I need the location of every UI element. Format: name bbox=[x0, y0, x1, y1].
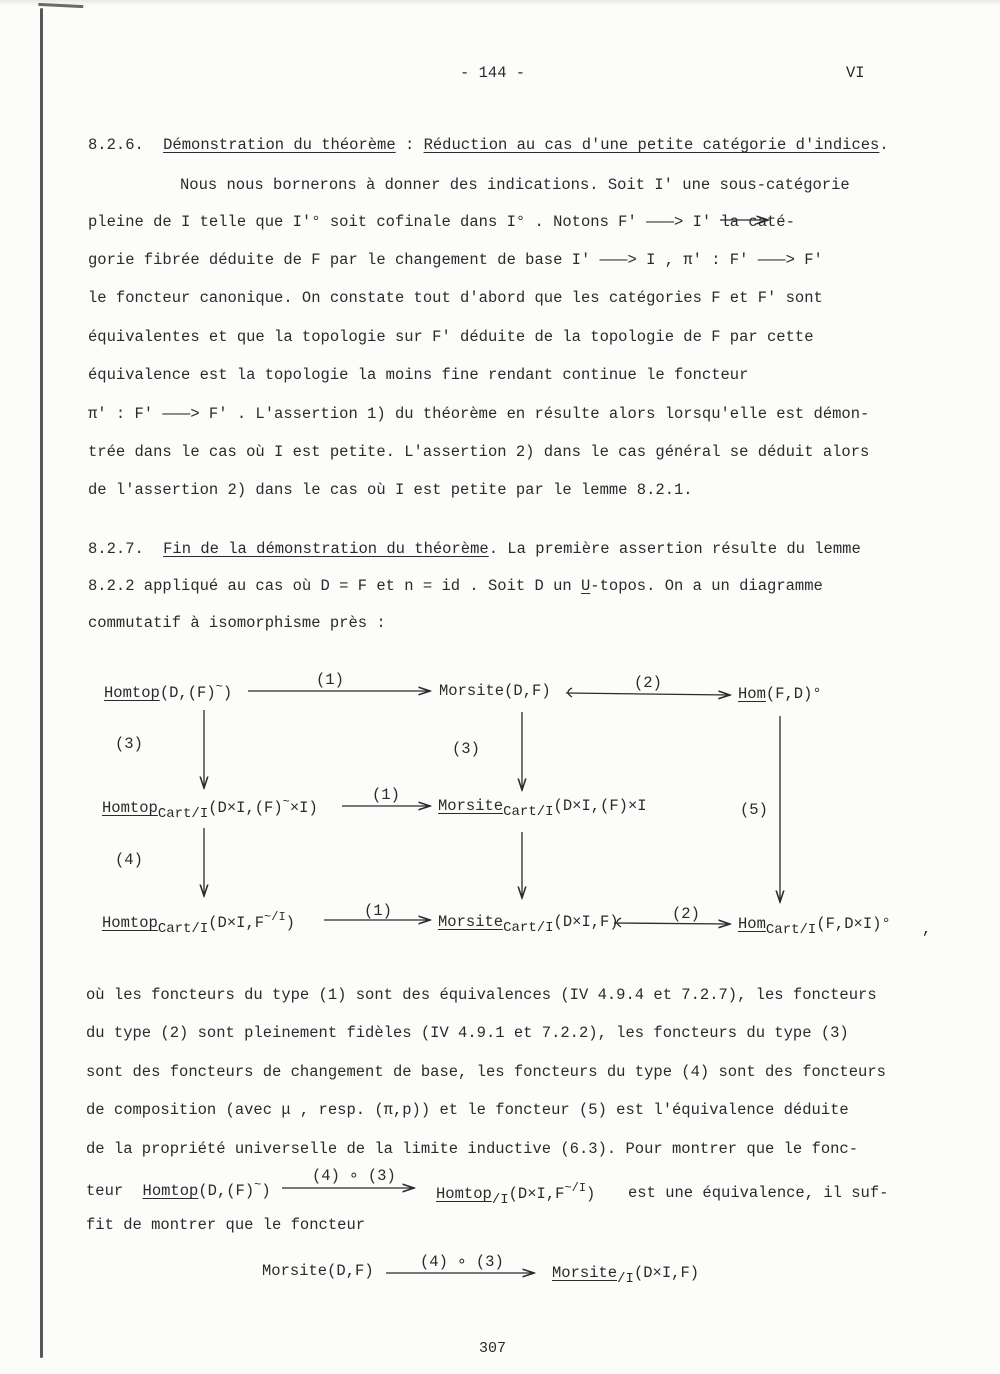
subscript: Cart/I bbox=[157, 806, 209, 822]
paragraph-line: le foncteur canonique. On constate tout d'abord que les catégories F et F' sont bbox=[88, 289, 823, 307]
functor-name: Homtop bbox=[436, 1185, 492, 1203]
functor-name: Homtop bbox=[142, 1182, 199, 1200]
tilde-sup: ~ bbox=[282, 795, 290, 809]
paragraph-line: commutatif à isomorphisme près : bbox=[88, 614, 386, 632]
folio-number: 307 bbox=[479, 1340, 507, 1357]
text-span: -topos. On a un diagramme bbox=[590, 577, 823, 595]
paren-close: ) bbox=[285, 914, 295, 932]
arrow-label-1: (1) bbox=[316, 671, 344, 689]
universe-symbol: U bbox=[580, 577, 591, 595]
final-formula-source: Morsite(D,F) bbox=[262, 1262, 374, 1280]
functor-args: (D×I,F bbox=[208, 914, 265, 932]
paragraph-line: fit de montrer que le foncteur bbox=[86, 1216, 366, 1234]
section-title: Fin de la démonstration du théorème bbox=[163, 540, 489, 558]
tilde-sup: ~/I bbox=[564, 1181, 587, 1195]
paragraph-line: de composition (avec μ , resp. (π,p)) et le foncteur (5) est l'équivalence déduite bbox=[86, 1101, 849, 1119]
node-morsite: Morsite(D,F) bbox=[439, 682, 551, 700]
functor-args: (D×I,F) bbox=[553, 913, 619, 931]
tilde-sup: ~/I bbox=[264, 910, 286, 924]
functor-args: (D×I,(F) bbox=[208, 799, 283, 817]
functor-args: (D×I,F bbox=[508, 1185, 565, 1203]
tilde-sup: ~ bbox=[254, 1178, 262, 1192]
paragraph-line: Nous nous bornerons à donner des indications. Soit I' une sous-catégorie bbox=[180, 176, 850, 194]
functor-args: (F,D)° bbox=[765, 685, 822, 703]
arrow-label-5: (5) bbox=[740, 801, 768, 819]
subscript: Cart/I bbox=[503, 804, 554, 820]
arrow-label-1: (1) bbox=[364, 902, 392, 920]
section-subtitle: Réduction au cas d'une petite catégorie d'indices bbox=[423, 136, 880, 154]
functor-args: (D×I,(F)×I bbox=[553, 797, 647, 815]
subscript: Cart/I bbox=[503, 920, 554, 936]
section-title: Démonstration du théorème bbox=[163, 136, 396, 154]
functor-name: Morsite bbox=[552, 1264, 618, 1282]
functor-name: Morsite bbox=[438, 797, 504, 815]
paragraph-line: sont des foncteurs de changement de base, les foncteurs du type (4) sont des foncteurs bbox=[86, 1063, 886, 1081]
functor-name: Homtop bbox=[102, 914, 158, 932]
paren-close: ) bbox=[586, 1185, 596, 1203]
section-colon: : bbox=[395, 136, 424, 154]
paren-close: ) bbox=[222, 684, 233, 702]
text-span: 8.2.2 appliqué au cas où D = F et n = id . Soit D un bbox=[88, 577, 581, 595]
subscript: /I bbox=[617, 1271, 634, 1287]
paragraph-line: de la propriété universelle de la limite inductive (6.3). Pour montrer que le fonc- bbox=[86, 1140, 859, 1158]
paren-close: ) bbox=[261, 1182, 271, 1200]
section-line-rest: . La première assertion résulte du lemme bbox=[488, 540, 861, 558]
subscript: /I bbox=[491, 1192, 509, 1208]
section-number: 8.2.7. bbox=[88, 540, 144, 558]
arrow-label-1: (1) bbox=[372, 786, 400, 804]
section-number: 8.2.6. bbox=[88, 136, 144, 154]
arrow-label-4: (4) bbox=[115, 851, 143, 869]
arrow-label-3: (3) bbox=[115, 735, 143, 753]
text-span: teur bbox=[86, 1182, 124, 1200]
subscript: Cart/I bbox=[157, 921, 209, 937]
paragraph-line: pleine de I telle que I'° soit cofinale dans I° . Notons F' ———> I' la caté- bbox=[88, 213, 795, 231]
functor-name: Hom bbox=[738, 915, 766, 933]
paragraph-line: π' : F' ———> F' . L'assertion 1) du théorème en résulte alors lorsqu'elle est démon- bbox=[88, 405, 870, 423]
arrow-label-2: (2) bbox=[634, 674, 662, 692]
functor-name: Hom bbox=[738, 685, 766, 703]
functor-args: (D×I,F) bbox=[633, 1264, 700, 1282]
functor-args: (F,D×I)° bbox=[816, 915, 891, 933]
subscript: Cart/I bbox=[765, 922, 817, 938]
arrow-label-2: (2) bbox=[672, 905, 700, 923]
paragraph-line: équivalentes et que la topologie sur F' déduite de la topologie de F par cette bbox=[88, 328, 814, 346]
chapter-label: VI bbox=[846, 64, 865, 82]
functor-name: Morsite bbox=[438, 913, 504, 931]
paragraph-line: équivalence est la topologie la moins fine rendant continue le foncteur bbox=[88, 366, 749, 384]
paragraph-line: du type (2) sont pleinement fidèles (IV 4.9.1 et 7.2.2), les foncteurs du type (3) bbox=[86, 1024, 849, 1042]
paragraph-line: où les foncteurs du type (1) sont des équivalences (IV 4.9.4 et 7.2.7), les foncteurs bbox=[86, 986, 877, 1004]
functor-args: (D,(F) bbox=[198, 1182, 255, 1200]
final-arrow-label: (4) ∘ (3) bbox=[420, 1253, 504, 1271]
formula-arrow-label: (4) ∘ (3) bbox=[312, 1167, 396, 1185]
paragraph-line-rest: est une équivalence, il suf- bbox=[628, 1184, 889, 1202]
paragraph-line: de l'assertion 2) dans le cas où I est petite par le lemme 8.2.1. bbox=[88, 481, 693, 499]
functor-tail: ×I) bbox=[289, 799, 318, 817]
trailing-comma: , bbox=[922, 920, 932, 938]
paragraph-line: trée dans le cas où I est petite. L'assertion 2) dans le cas général se déduit alors bbox=[88, 443, 870, 461]
paragraph-line: gorie fibrée déduite de F par le changement de base I' ———> I , π' : F' ———> F' bbox=[88, 251, 823, 269]
functor-args: (D,(F) bbox=[159, 684, 216, 702]
section-dot: . bbox=[879, 136, 889, 154]
tilde-sup: ~ bbox=[215, 680, 223, 694]
functor-name: Homtop bbox=[104, 684, 160, 702]
functor-name: Homtop bbox=[102, 799, 158, 817]
page-number: - 144 - bbox=[460, 64, 526, 82]
arrow-label-3: (3) bbox=[452, 740, 480, 758]
